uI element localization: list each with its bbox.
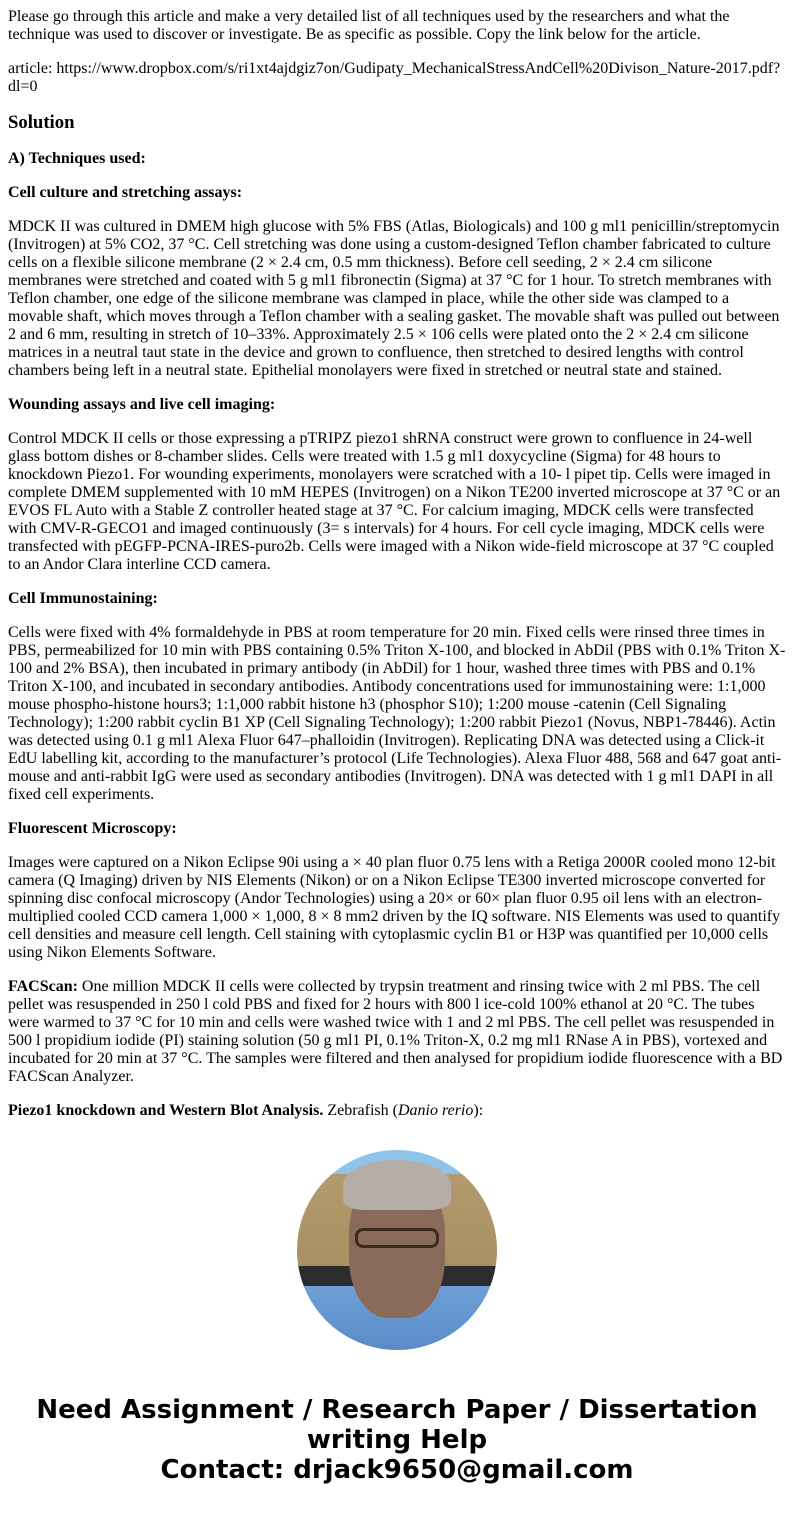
section-title: Cell Immunostaining: <box>8 590 158 607</box>
species-name: Danio rerio <box>397 1102 474 1119</box>
section-body: Images were captured on a Nikon Eclipse 90i using a × 40 plan fluor 0.75 lens with a Retiga 2000R cooled mono 12-bit camera (Q Imaging) driven by NIS Elements (Nikon) or on a Nikon Eclipse TE300 inverted microscope converted for spinning disc confocal microscopy (Andor Technologies) using a 20× or 60× plan fluor 0.95 oil lens with an electron-multiplied cooled CCD camera 1,000 × 1,000, 8 × 8 mm2 driven by the IQ software. NIS Elements was used to quantify cell densities and measure cell length. Cell staining with cytoplasmic cyclin B1 or H3P was quantified per 10,000 cells using Nikon Elements Software. <box>8 854 781 961</box>
piezo-text-end: ): <box>473 1102 484 1119</box>
section-body: MDCK II was cultured in DMEM high glucose with 5% FBS (Atlas, Biologicals) and 100 g ml1 penicillin/streptomycin (Invitrogen) at 5% CO2, 37 °C. Cell stretching was done using a custom-designed Teflon chamber fabricated to culture cells on a flexible silicone membrane (2 × 2.4 cm, 0.5 mm thickness). Before cell seeding, 2 × 2.4 cm silicone membranes were stretched and coated with 5 g ml1 fibronectin (Sigma) at 37 °C for 1 hour. To stretch membranes with Teflon chamber, one edge of the silicone membrane was clamped in place, while the other side was clamped to a movable shaft, which moves through a Teflon chamber with a sealing gasket. The movable shaft was pulled out between 2 and 6 mm, resulting in stretch of 10–33%. Approximately 2.5 × 106 cells were plated onto the 2 × 2.4 cm silicone matrices in a neutral taut state in the device and grown to confluence, then stretched to desired lengths with control chambers being left in a neutral state. Epithelial monolayers were fixed in stretched or neutral state and stained. <box>8 218 780 379</box>
footer-promo: Need Assignment / Research Paper / Dissertation writing Help <box>36 1395 758 1455</box>
section-body: Control MDCK II cells or those expressing a pTRIPZ piezo1 shRNA construct were grown to confluence in 24-well glass bottom dishes or 8-chamber slides. Cells were treated with 1.5 g ml1 doxycycline (Sigma) for 48 hours to knockdown Piezo1. For wounding experiments, monolayers were scratched with a 10- l pipet tip. Cells were imaged in complete DMEM supplemented with 10 mM HEPES (Invitrogen) on a Nikon TE200 inverted microscope at 37 °C or an EVOS FL Auto with a Stable Z controller heated stage at 37 °C. For calcium imaging, MDCK cells were transfected with CMV-R-GECO1 and imaged continuously (3= s intervals) for 4 hours. For cell cycle imaging, MDCK cells were transfected with pEGFP-PCNA-IRES-puro2b. Cells were imaged with a Nikon wide-field microscope at 37 °C coupled to an Andor Clara interline CCD camera. <box>8 430 781 573</box>
techniques-heading: A) Techniques used: <box>8 150 146 167</box>
solution-heading: Solution <box>8 112 75 133</box>
piezo-text: Zebrafish ( <box>323 1102 398 1119</box>
section-title: Wounding assays and live cell imaging: <box>8 396 276 413</box>
piezo-title: Piezo1 knockdown and Western Blot Analysis. <box>8 1102 324 1119</box>
piezo-paragraph <box>8 1102 786 1120</box>
avatar-glasses <box>355 1228 439 1248</box>
facscan-title: FACScan: <box>8 978 78 995</box>
avatar-hair <box>343 1160 451 1210</box>
section-title: Fluorescent Microscopy: <box>8 820 177 837</box>
author-photo-container <box>8 1150 786 1355</box>
footer-contact: Contact: drjack9650@gmail.com <box>160 1455 634 1485</box>
question-prompt: Please go through this article and make a very detailed list of all techniques used by the researchers and what the technique was used to discover or investigate. Be as specific as possible. Copy the link below for the article. <box>8 8 730 43</box>
section-title: Cell culture and stretching assays: <box>8 184 243 201</box>
facscan-body: One million MDCK II cells were collected by trypsin treatment and rinsing twice with 2 ml PBS. The cell pellet was resuspended in 250 l cold PBS and fixed for 2 hours with 800 l ice-cold 100% ethanol at 20 °C. The tubes were warmed to 37 °C for 10 min and cells were washed twice with 1 and 2 ml PBS. The cell pellet was resuspended in 500 l propidium iodide (PI) staining solution (50 g ml1 PI, 0.1% Triton-X, 0.2 mg ml1 RNase A in PBS), vortexed and incubated for 20 min at 37 °C. The samples were filtered and then analysed for propidium iodide fluorescence with a BD FACScan Analyzer. <box>8 978 783 1085</box>
section-body: Cells were fixed with 4% formaldehyde in PBS at room temperature for 20 min. Fixed cells were rinsed three times in PBS, permeabilized for 10 min with PBS containing 0.5% Triton X-100, and blocked in AbDil (PBS with 0.1% Triton X-100 and 2% BSA), then incubated in primary antibody (in AbDil) for 1 hour, washed three times with PBS and 0.1% Triton X-100, and incubated in secondary antibodies. Antibody concentrations used for immunostaining were: 1:1,000 mouse phospho-histone hours3; 1:1,000 rabbit histone h3 (phosphor S10); 1:200 mouse -catenin (Cell Signaling Technology); 1:200 rabbit cyclin B1 XP (Cell Signaling Technology); 1:200 rabbit Piezo1 (Novus, NBP1-78446). Actin was detected using 0.1 g ml1 Alexa Fluor 647–phalloidin (Invitrogen). Replicating DNA was detected using a Click-it EdU labelling kit, according to the manufacturer’s protocol (Life Technologies). Alexa Fluor 488, 568 and 647 goat anti-mouse and anti-rabbit IgG were used as secondary antibodies (Invitrogen). DNA was detected with 1 g ml1 DAPI in all fixed cell experiments. <box>8 624 786 803</box>
contact-footer <box>8 1395 786 1485</box>
facscan-paragraph <box>8 978 786 1086</box>
article-link[interactable]: article: https://www.dropbox.com/s/ri1xt4ajdgiz7on/Gudipaty_MechanicalStressAndCell%20Divison_Nature-2017.pdf?dl=0 <box>8 60 781 95</box>
author-avatar <box>297 1150 497 1350</box>
